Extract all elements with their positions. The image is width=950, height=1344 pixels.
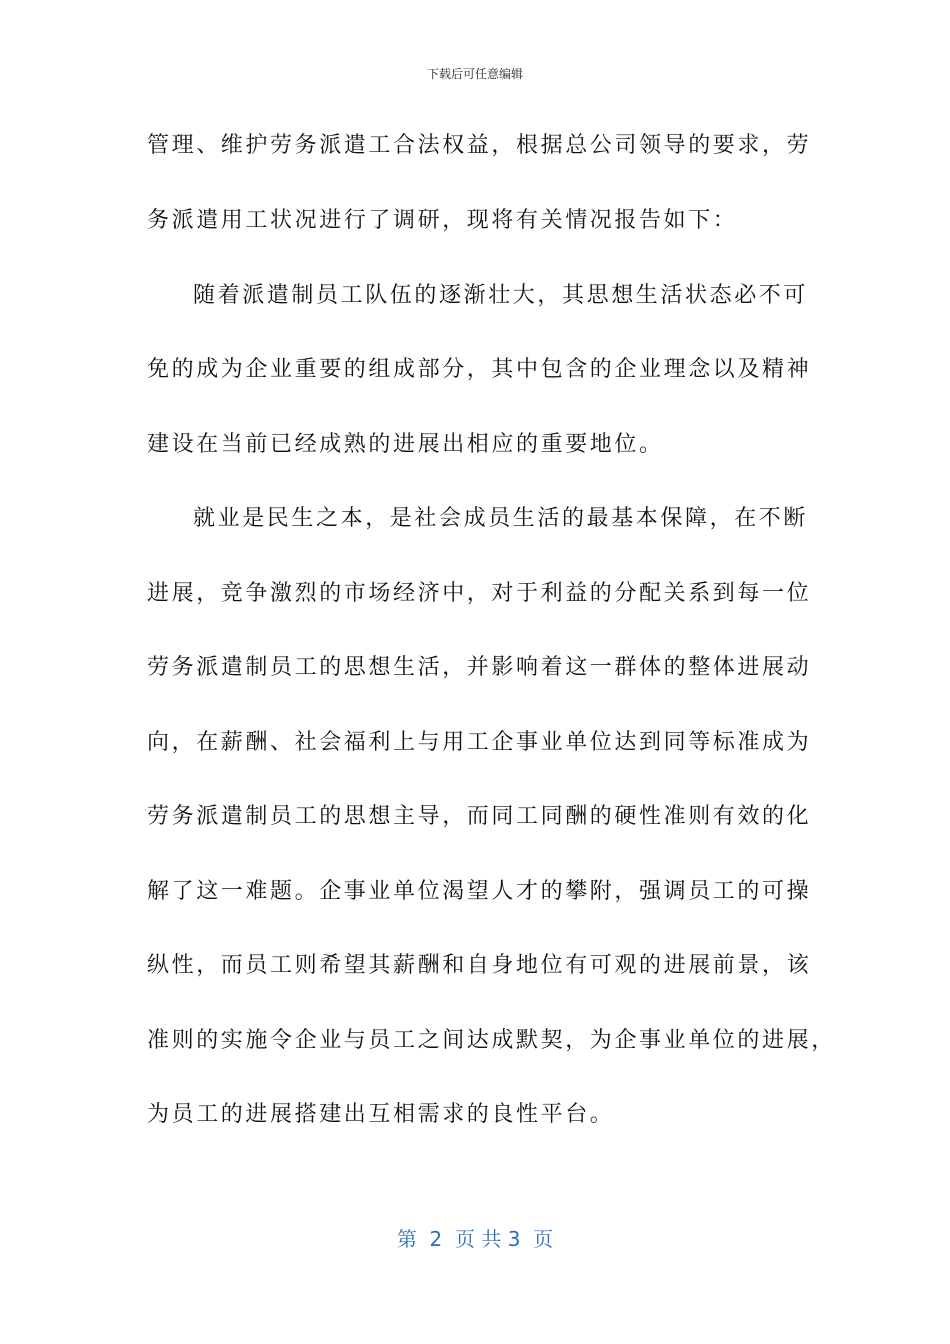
- body-line: 建设在当前已经成熟的进展出相应的重要地位。: [147, 432, 664, 457]
- body-line: 管理、维护劳务派遣工合法权益，根据总公司领导的要求，劳: [147, 133, 812, 158]
- body-line: 随着派遣制员工队伍的逐渐壮大，其思想生活状态必不可: [193, 283, 809, 308]
- page-number-footer: 第 2 页 共 3 页: [396, 1227, 554, 1251]
- body-line: 纵性，而员工则希望其薪酬和自身地位有可观的进展前景，该: [147, 953, 812, 978]
- body-line: 解了这一难题。企事业单位渴望人才的攀附，强调员工的可操: [147, 879, 812, 904]
- body-line: 准则的实施令企业与员工之间达成默契，为企事业单位的进展，: [147, 1028, 836, 1053]
- body-line: 劳务派遣制员工的思想主导，而同工同酬的硬性准则有效的化: [147, 804, 812, 829]
- body-line: 为员工的进展搭建出互相需求的良性平台。: [147, 1102, 615, 1127]
- body-line: 就业是民生之本，是社会成员生活的最基本保障，在不断: [193, 506, 809, 531]
- page-header-note: 下载后可任意编辑: [426, 67, 523, 81]
- body-line: 劳务派遣制员工的思想生活，并影响着这一群体的整体进展动: [147, 655, 812, 680]
- body-line: 进展，竞争激烈的市场经济中，对于利益的分配关系到每一位: [147, 581, 812, 606]
- body-line: 免的成为企业重要的组成部分，其中包含的企业理念以及精神: [147, 357, 812, 382]
- body-line: 向，在薪酬、社会福利上与用工企事业单位达到同等标准成为: [147, 730, 812, 755]
- body-line: 务派遣用工状况进行了调研，现将有关情况报告如下：: [147, 208, 738, 233]
